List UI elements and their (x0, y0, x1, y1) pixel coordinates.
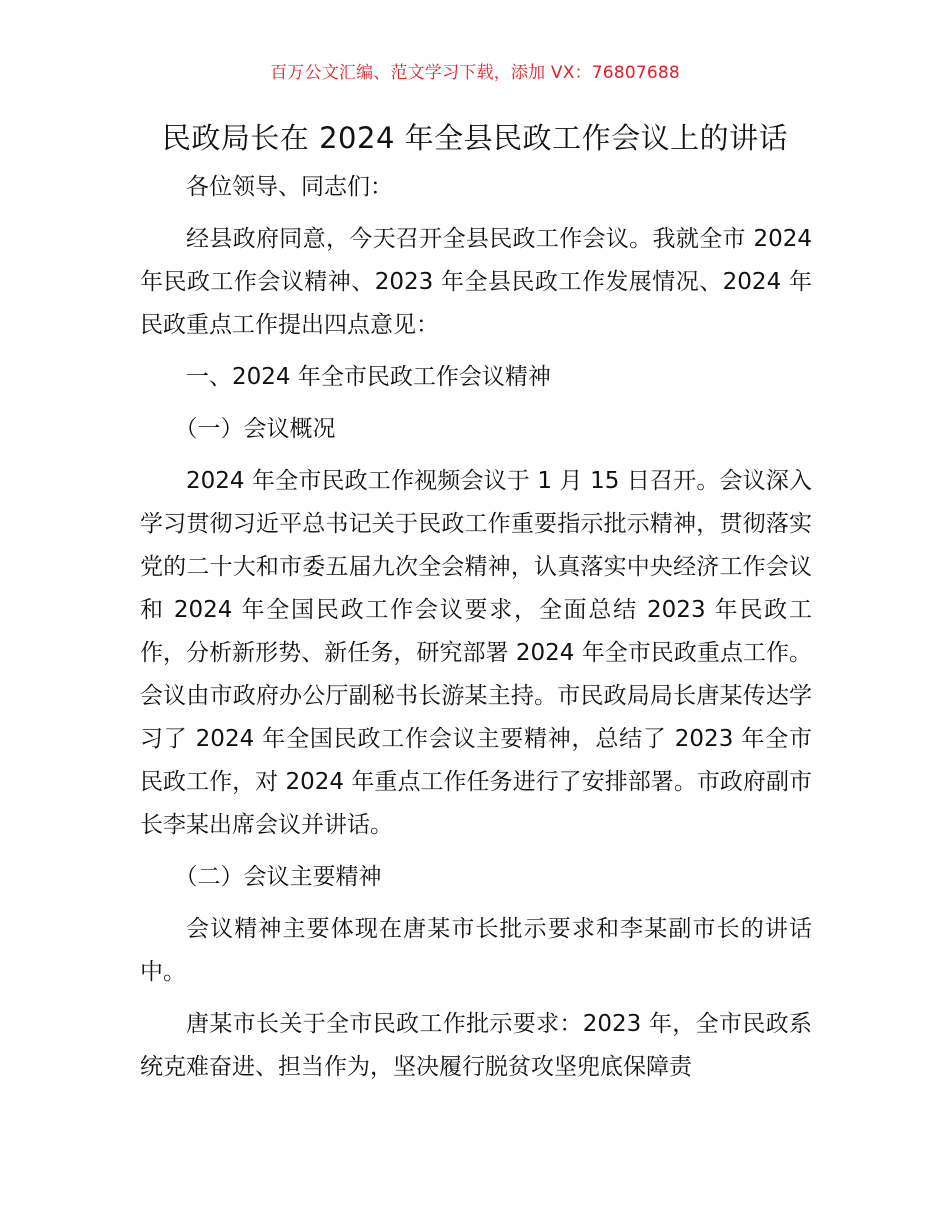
subsection-heading-2: （二）会议主要精神 (174, 864, 382, 890)
subsection-2-paragraph-2: 唐某市长关于全市民政工作批示要求：2023 年，全市民政系统克难奋进、担当作为，坚决履行脱贫攻坚兜底保障责 (140, 1011, 812, 1080)
document-title: 民政局长在 2024 年全县民政工作会议上的讲话 (161, 121, 789, 155)
document-body (140, 166, 812, 1098)
salutation: 各位领导、同志们： (186, 174, 393, 200)
subsection-1-paragraph: 2024 年全市民政工作视频会议于 1 月 15 日召开。会议深入学习贯彻习近平总书记关于民政工作重要指示批示精神，贯彻落实党的二十大和市委五届九次全会精神，认真落实中央经济工作会议和 2024 年全国民政工作会议要求，全面总结 2023 年民政工作，分析新形势、新任务，研究部署 2024 年全市民政重点工作。会议由市政府办公厅副秘书长游某主持。市民政局局长唐某传达学习了 2024 年全国民政工作会议主要精神，总结了 2023 年全市民政工作，对 2024 年重点工作任务进行了安排部署。市政府副市长李某出席会议并讲话。 (140, 468, 812, 838)
subsection-heading-1: （一）会议概况 (174, 416, 336, 442)
intro-paragraph: 经县政府同意，今天召开全县民政工作会议。我就全市 2024 年民政工作会议精神、2023 年全县民政工作发展情况、2024 年民政重点工作提出四点意见： (140, 226, 812, 338)
download-banner: 百万公文汇编、范文学习下载，添加 VX：76807688 (270, 63, 680, 83)
section-heading-1: 一、2024 年全市民政工作会议精神 (186, 364, 551, 390)
subsection-2-paragraph: 会议精神主要体现在唐某市长批示要求和李某副市长的讲话中。 (140, 916, 812, 985)
